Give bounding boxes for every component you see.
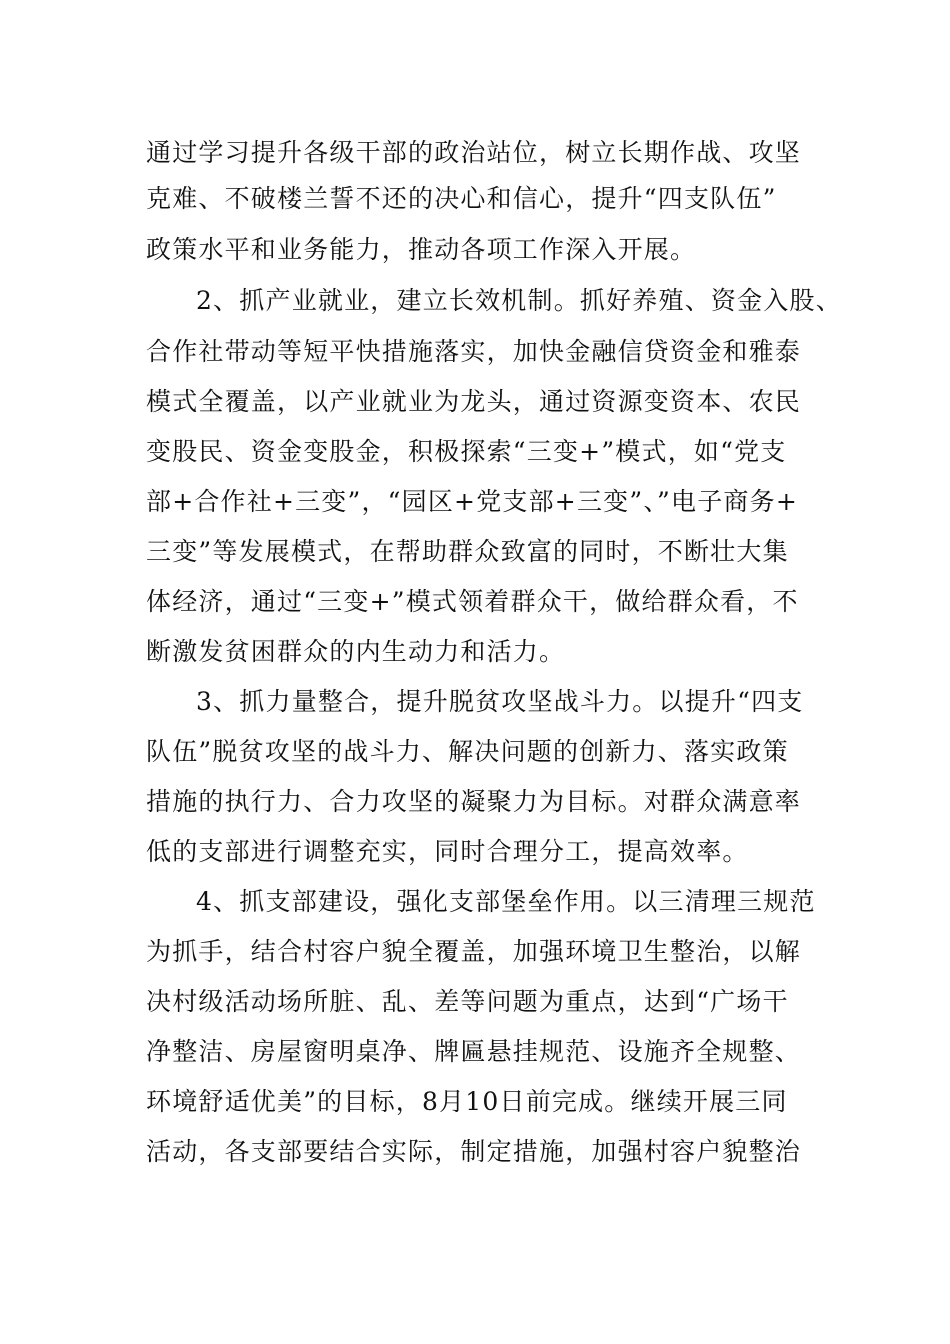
text-line: 活动，各支部要结合实际，制定措施，加强村容户貌整治 bbox=[146, 1137, 802, 1166]
text-line: 政策水平和业务能力，推动各项工作深入开展。 bbox=[146, 235, 697, 264]
text-line: 通过学习提升各级干部的政治站位，树立长期作战、攻坚 bbox=[146, 138, 802, 167]
text-line: 合作社带动等短平快措施落实，加快金融信贷资金和雅泰 bbox=[146, 337, 802, 366]
text-line: 净整洁、房屋窗明桌净、牌匾悬挂规范、设施齐全规整、 bbox=[146, 1037, 802, 1066]
paragraph-2-heading: 2、抓产业就业，建立长效机制。抓好养殖、资金入股、 bbox=[196, 286, 842, 315]
text-line: 模式全覆盖，以产业就业为龙头，通过资源变资本、农民 bbox=[146, 387, 802, 416]
text-line: 为抓手，结合村容户貌全覆盖，加强环境卫生整治，以解 bbox=[146, 937, 802, 966]
paragraph-3-heading: 3、抓力量整合，提升脱贫攻坚战斗力。以提升“四支 bbox=[196, 687, 804, 716]
text-line: 措施的执行力、合力攻坚的凝聚力为目标。对群众满意率 bbox=[146, 787, 802, 816]
text-line: 低的支部进行调整充实，同时合理分工，提高效率。 bbox=[146, 837, 749, 866]
text-line: 决村级活动场所脏、乱、差等问题为重点，达到“广场干 bbox=[146, 987, 789, 1016]
text-line: 体经济，通过“三变+”模式领着群众干，做给群众看，不 bbox=[146, 587, 799, 616]
paragraph-4-heading: 4、抓支部建设，强化支部堡垒作用。以三清理三规范 bbox=[196, 887, 816, 916]
text-line: 三变”等发展模式，在帮助群众致富的同时，不断壮大集 bbox=[146, 537, 789, 566]
text-line: 部+合作社+三变”，“园区+党支部+三变”、”电子商务+ bbox=[146, 487, 798, 516]
text-line: 断激发贫困群众的内生动力和活力。 bbox=[146, 637, 566, 666]
text-line: 克难、不破楼兰誓不还的决心和信心，提升“四支队伍” bbox=[146, 184, 777, 213]
text-line: 队伍”脱贫攻坚的战斗力、解决问题的创新力、落实政策 bbox=[146, 737, 789, 766]
text-line: 环境舒适优美”的目标，8月10日前完成。继续开展三同 bbox=[146, 1087, 788, 1116]
text-line: 变股民、资金变股金，积极探索“三变+”模式，如“党支 bbox=[146, 437, 787, 466]
